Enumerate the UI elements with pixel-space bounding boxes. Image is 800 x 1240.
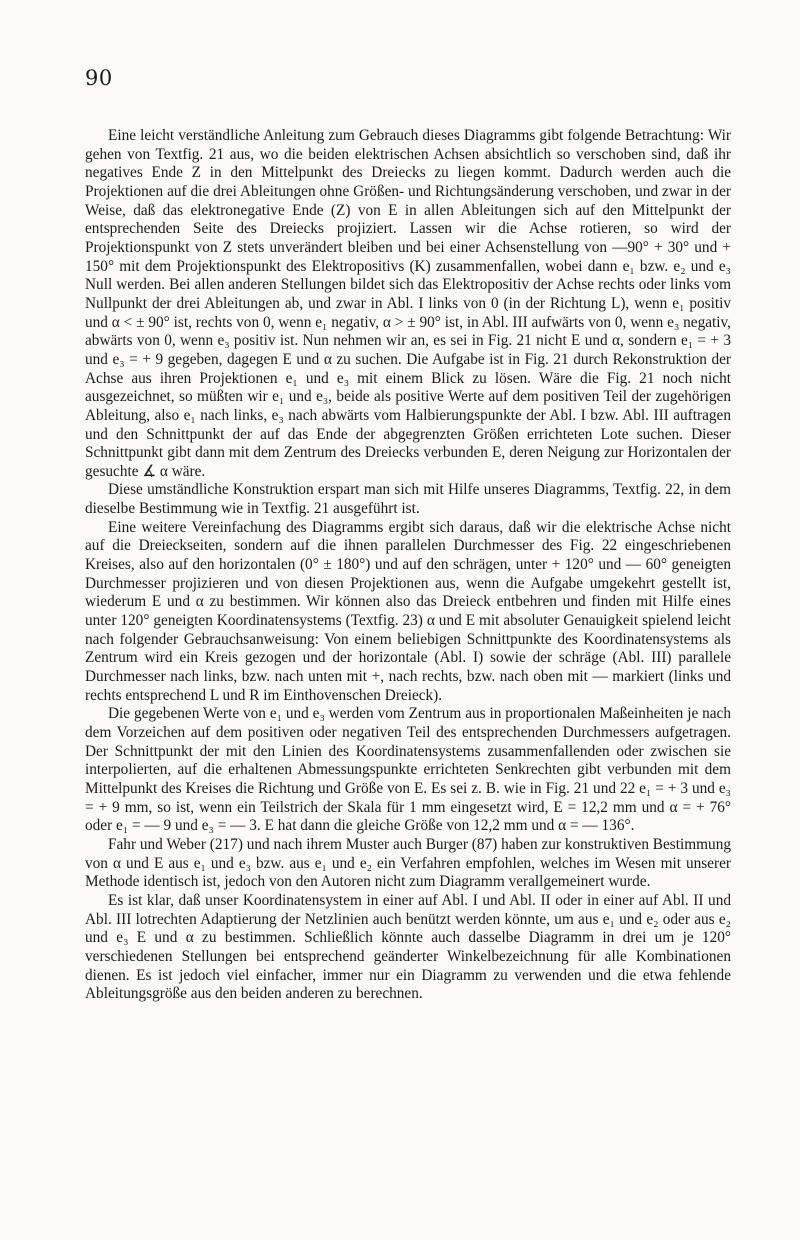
paragraph-4: Die gegebenen Werte von e₁ und e₃ werden vom Zentrum aus in proportionalen Maßeinheiten je nach dem Vorzeichen auf dem positiven oder negativen Teil des entsprechenden Durchmessers aufgetragen. Der Schnittpunkt der mit den Linien des Koordinatensystems zusammenfallenden oder zwischen sie interpolierten, auf die erhaltenen Abmessungspunkte errichteten Senkrechten gibt verbunden mit dem Mittelpunkt des Kreises die Richtung und Größe von E. Es sei z. B. wie in Fig. 21 und 22 e₁ = + 3 und e₃ = + 9 mm, so ist, wenn ein Teilstrich der Skala für 1 mm eingesetzt wird, E = 12,2 mm und α = + 76° oder e₁ = — 9 und e₃ = — 3. E hat dann die gleiche Größe von 12,2 mm und α = — 136°. [85, 705, 731, 835]
paragraph-5: Fahr und Weber (217) und nach ihrem Muster auch Burger (87) haben zur konstruktiven Bestimmung von α und E aus e₁ und e₃ bzw. aus e₁ und e₂ ein Verfahren empfohlen, welches im Wesen mit unserer Methode identisch ist, jedoch von den Autoren nicht zum Diagramm verallgemeinert wurde. [85, 835, 731, 891]
page-number: 90 [85, 66, 113, 90]
paragraph-1: Eine leicht verständliche Anleitung zum Gebrauch dieses Diagramms gibt folgende Betrachtung: Wir gehen von Textfig. 21 aus, wo die beiden elektrischen Achsen absichtlich so verschoben sind, daß ihr negatives Ende Z in den Mittelpunkt des Dreiecks zu liegen kommt. Dadurch werden auch die Projektionen auf die drei Ableitungen ohne Größen- und Richtungsänderung verschoben, und zwar in der Weise, daß das elektronegative Ende (Z) von E in allen Ableitungen sich auf den Mittelpunkt der entsprechenden Seite des Dreiecks projiziert. Lassen wir die Achse rotieren, so wird der Projektionspunkt von Z stets unverändert bleiben und bei einer Achsenstellung von —90° + 30° und + 150° mit dem Projektionspunkt des Elektropositivs (K) zusammenfallen, wobei dann e₁ bzw. e₂ und e₃ Null werden. Bei allen anderen Stellungen bildet sich das Elektropositiv der Achse rechts oder links vom Nullpunkt der drei Ableitungen ab, und zwar in Abl. I links von 0 (in der Richtung L), wenn e₁ positiv und α < ± 90° ist, rechts von 0, wenn e₁ negativ, α > ± 90° ist, in Abl. III aufwärts von 0, wenn e₃ negativ, abwärts von 0, wenn e₃ positiv ist. Nun nehmen wir an, es sei in Fig. 21 nicht E und α, sondern e₁ = + 3 und e₃ = + 9 gegeben, dagegen E und α zu suchen. Die Aufgabe ist in Fig. 21 durch Rekonstruktion der Achse aus ihren Projektionen e₁ und e₃ mit einem Blick zu lösen. Wäre die Fig. 21 noch nicht ausgezeichnet, so müßten wir e₁ und e₃, beide als positive Werte auf dem positiven Teil der zugehörigen Ableitung, also e₁ nach links, e₃ nach abwärts vom Halbierungspunkte der Abl. I bzw. Abl. III auftragen und den Schnittpunkt der auf das Ende der abgegrenzten Größen errichteten Lote suchen. Dieser Schnittpunkt gibt dann mit dem Zentrum des Dreiecks verbunden E, deren Neigung zur Horizontalen der gesuchte ∡ α wäre. [85, 127, 731, 480]
paragraph-3: Eine weitere Vereinfachung des Diagramms ergibt sich daraus, daß wir die elektrische Achse nicht auf die Dreieckseiten, sondern auf die ihnen parallelen Durchmesser des Fig. 22 eingeschriebenen Kreises, also auf den horizontalen (0° ± 180°) und auf den schrägen, unter + 120° und — 60° geneigten Durchmesser projizieren und von diesen Projektionen aus, wenn die Aufgabe umgekehrt gestellt ist, wiederum E und α zu bestimmen. Wir können also das Dreieck entbehren und finden mit Hilfe eines unter 120° geneigten Koordinatensystems (Textfig. 23) α und E mit absoluter Genauigkeit spielend leicht nach folgender Gebrauchsanweisung: Von einem beliebigen Schnittpunkte des Koordinatensystems als Zentrum wird ein Kreis gezogen und der horizontale (Abl. I) sowie der schräge (Abl. III) parallele Durchmesser nach links, bzw. nach unten mit +, nach rechts, bzw. nach oben mit — markiert (links und rechts entsprechend L und R im Einthovenschen Dreieck). [85, 518, 731, 704]
paragraph-2: Diese umständliche Konstruktion erspart man sich mit Hilfe unseres Diagramms, Textfig. 22, in dem dieselbe Bestimmung wie in Textfig. 21 ausgeführt ist. [85, 481, 731, 518]
body-text [85, 127, 731, 1004]
paragraph-6: Es ist klar, daß unser Koordinatensystem in einer auf Abl. I und Abl. II oder in einer auf Abl. II und Abl. III lotrechten Adaptierung der Netzlinien auch benützt werden könnte, um aus e₁ und e₂ oder aus e₂ und e₃ E und α zu bestimmen. Schließlich könnte auch dasselbe Diagramm in drei um je 120° verschiedenen Stellungen bei entsprechend geänderter Winkelbezeichnung für alle Kombinationen dienen. Es ist jedoch viel einfacher, immer nur ein Diagramm zu verwenden und die etwa fehlende Ableitungsgröße aus den beiden anderen zu berechnen. [85, 891, 731, 1003]
